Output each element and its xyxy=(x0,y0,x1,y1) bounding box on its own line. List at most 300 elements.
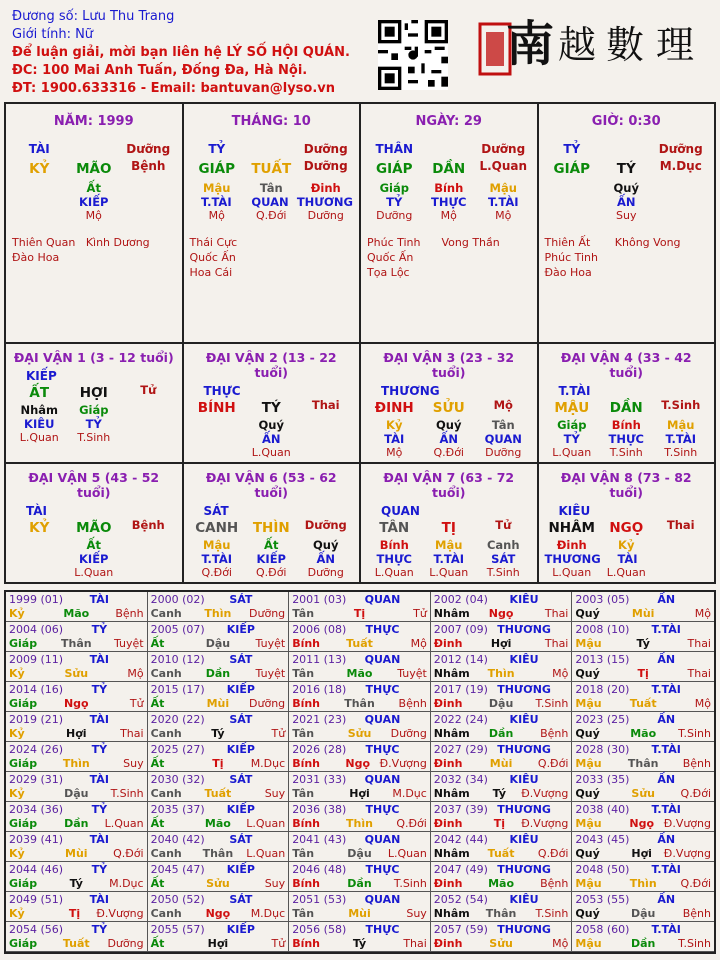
dai-van-stem-branch xyxy=(12,383,176,403)
year-cell[interactable] xyxy=(431,862,573,892)
year-stage: L.Quan xyxy=(387,846,427,860)
year-cell[interactable] xyxy=(431,712,573,742)
dv-hidden-stage xyxy=(121,566,176,580)
year-stem: Bính xyxy=(292,876,321,890)
year-cell[interactable] xyxy=(6,802,148,832)
dai-van-title: ĐẠI VẬN 6 (53 - 62 tuổi) xyxy=(205,470,337,500)
pillar-note: Phúc Tinh Vong Thần xyxy=(367,236,500,249)
year-stage: T.Sinh xyxy=(535,696,569,710)
pillar-branch: TUẤT xyxy=(251,161,292,177)
pillar-god-row xyxy=(12,139,176,159)
year-top xyxy=(434,593,569,607)
dv-hidden-god: SÁT xyxy=(491,552,516,566)
dv-hidden-stem xyxy=(654,538,709,552)
year-cell[interactable] xyxy=(572,772,714,802)
year-label: 2010 (12) xyxy=(150,653,205,666)
year-god: TỶ xyxy=(91,803,108,816)
year-cell[interactable] xyxy=(572,832,714,862)
year-god: ẤN xyxy=(657,773,676,786)
year-god: T.TÀI xyxy=(651,743,681,756)
year-cell[interactable] xyxy=(431,802,573,832)
dai-van-cell[interactable] xyxy=(361,464,539,582)
year-label: 2033 (35) xyxy=(575,773,630,786)
year-bottom xyxy=(9,667,144,681)
year-stem: Mậu xyxy=(575,696,602,710)
year-branch: Tý xyxy=(211,726,225,740)
pillar-cell xyxy=(184,104,362,342)
year-stage: Đ.Vượng xyxy=(521,786,569,800)
hidden-stem-2: Đinh xyxy=(310,181,341,195)
year-stem: Mậu xyxy=(575,816,602,830)
year-cell[interactable] xyxy=(572,622,714,652)
gender: Giới tính: Nữ xyxy=(12,27,94,42)
year-stage: Bệnh xyxy=(540,876,569,890)
dv-hidden-stage xyxy=(121,431,176,445)
dv-hidden-stem xyxy=(121,538,176,552)
year-stem: Tân xyxy=(292,906,315,920)
dai-van-branch: HỢI xyxy=(79,385,108,401)
dv-hidden-stem: Quý xyxy=(313,538,339,552)
pillar-note: Thái Cực xyxy=(189,236,238,249)
year-cell[interactable] xyxy=(6,832,148,862)
hidden-god-0 xyxy=(545,195,600,209)
year-stage: T.Sinh xyxy=(110,786,144,800)
dv-hidden-god: KIẾP xyxy=(256,552,286,566)
dai-van-cell[interactable] xyxy=(361,344,539,462)
hidden-god-2 xyxy=(654,195,709,209)
year-stem: Canh xyxy=(150,906,182,920)
pillar-hidden-gods xyxy=(545,195,709,209)
year-top xyxy=(434,683,569,697)
dv-hidden-stem: Ất xyxy=(264,538,279,552)
year-top xyxy=(292,743,427,757)
dai-van-cell[interactable] xyxy=(6,344,184,462)
year-stage: Q.Đới xyxy=(113,846,144,860)
year-top xyxy=(9,803,144,817)
dai-van-stem: NHÂM xyxy=(548,520,595,536)
year-branch: Hợi xyxy=(207,936,229,950)
year-bottom xyxy=(9,877,144,891)
year-god: TÀI xyxy=(89,833,109,846)
year-stage: Tử xyxy=(271,726,286,740)
year-god: KIẾP xyxy=(226,623,255,636)
year-cell[interactable] xyxy=(289,862,431,892)
year-bottom xyxy=(434,937,569,951)
dv-hidden-stem: Bính xyxy=(611,418,641,432)
year-cell[interactable] xyxy=(6,592,148,622)
year-stage: L.Quan xyxy=(246,846,286,860)
dv-hidden-god xyxy=(121,552,176,566)
year-label: 2001 (03) xyxy=(292,593,347,606)
pillar-god-2: Dưỡng xyxy=(303,142,348,156)
year-label: 2007 (09) xyxy=(433,623,488,636)
year-stage: L.Quan xyxy=(246,816,286,830)
year-bottom xyxy=(151,787,286,801)
year-god: TỶ xyxy=(91,623,108,636)
pillar-god-1 xyxy=(67,139,122,159)
year-top xyxy=(9,833,144,847)
year-branch: Mão xyxy=(488,876,515,890)
dv-hidden-stem: Mậu xyxy=(203,538,231,552)
year-cell[interactable] xyxy=(148,712,290,742)
year-bottom xyxy=(9,757,144,771)
dv-hidden-stem: Quý xyxy=(258,418,284,432)
year-cell[interactable] xyxy=(572,712,714,742)
year-stem: Bính xyxy=(292,636,321,650)
year-cell[interactable] xyxy=(431,772,573,802)
year-label: 2025 (27) xyxy=(150,743,205,756)
year-bottom xyxy=(151,907,286,921)
dv-hidden-god xyxy=(299,432,354,446)
pillar-hidden-stages xyxy=(367,209,531,223)
year-top xyxy=(151,593,286,607)
year-stem: Mậu xyxy=(575,876,602,890)
year-branch: Hợi xyxy=(349,786,370,800)
year-branch: Mùi xyxy=(348,906,371,920)
year-god: KIẾP xyxy=(226,683,255,696)
pillar-god-0: TỶ xyxy=(563,142,581,156)
hidden-god-1: ẤN xyxy=(616,195,636,209)
year-bottom xyxy=(292,907,427,921)
year-stage: Mộ xyxy=(127,666,144,680)
year-bottom xyxy=(151,607,286,621)
svg-text:理: 理 xyxy=(656,23,695,67)
year-top xyxy=(292,893,427,907)
dv-hidden-stage xyxy=(12,566,67,580)
dai-van-hidden-stages xyxy=(190,566,354,580)
year-god: T.TÀI xyxy=(651,683,681,696)
year-stem: Nhâm xyxy=(433,726,470,740)
year-stem: Ất xyxy=(150,756,165,770)
year-cell[interactable] xyxy=(6,862,148,892)
year-top xyxy=(575,803,711,817)
dai-van-god: T.TÀI xyxy=(558,384,591,398)
dai-van-cell[interactable] xyxy=(539,344,715,462)
year-label: 2022 (24) xyxy=(433,713,488,726)
year-bottom xyxy=(434,637,569,651)
year-cell[interactable] xyxy=(148,892,290,922)
svg-text:越: 越 xyxy=(558,23,597,67)
year-cell[interactable] xyxy=(289,712,431,742)
year-stage: Thai xyxy=(403,936,427,950)
hidden-stem-2 xyxy=(121,181,176,195)
year-cell[interactable] xyxy=(289,922,431,952)
dai-van-stem: BÍNH xyxy=(197,400,236,416)
year-cell[interactable] xyxy=(431,682,573,712)
year-cell[interactable] xyxy=(431,922,573,952)
year-stem: Mậu xyxy=(575,936,602,950)
year-bottom xyxy=(575,757,711,771)
year-cell[interactable] xyxy=(148,862,290,892)
pillar-note: Quốc Ấn xyxy=(189,251,236,264)
hidden-stage-1: Mộ xyxy=(85,209,102,222)
year-cell[interactable] xyxy=(6,742,148,772)
year-cell[interactable] xyxy=(289,832,431,862)
year-bottom xyxy=(575,847,711,861)
hidden-stem-2 xyxy=(654,181,709,195)
year-bottom xyxy=(151,697,286,711)
year-label: 2002 (04) xyxy=(433,593,488,606)
dai-van-hidden-stages xyxy=(545,566,709,580)
year-cell[interactable] xyxy=(431,592,573,622)
dv-hidden-god: KIẾP xyxy=(79,552,109,566)
year-cell[interactable] xyxy=(6,712,148,742)
year-bottom xyxy=(151,847,286,861)
year-cell[interactable] xyxy=(148,622,290,652)
year-label: 2046 (48) xyxy=(292,863,347,876)
year-label: 2034 (36) xyxy=(9,803,64,816)
year-cell[interactable] xyxy=(572,592,714,622)
year-cell[interactable] xyxy=(6,922,148,952)
year-cell[interactable] xyxy=(6,772,148,802)
year-bottom xyxy=(292,607,427,621)
dai-van-hidden-stages xyxy=(12,566,176,580)
year-cell[interactable] xyxy=(289,592,431,622)
year-branch: Dậu xyxy=(205,636,231,650)
year-stage: Thai xyxy=(544,606,569,620)
dv-hidden-stage: Q.Đới xyxy=(256,566,287,579)
dv-hidden-god: THỰC xyxy=(376,552,413,566)
hidden-stem-0: Mậu xyxy=(203,181,231,195)
year-god: TÀI xyxy=(89,653,109,666)
year-bottom xyxy=(575,907,711,921)
year-stem: Đinh xyxy=(433,636,463,650)
year-branch: Mùi xyxy=(65,846,88,860)
year-cell[interactable] xyxy=(289,622,431,652)
dai-van-cell[interactable] xyxy=(184,464,362,582)
year-stem: Quý xyxy=(575,846,600,860)
year-god: THỰC xyxy=(365,803,400,816)
year-top xyxy=(575,683,711,697)
person-name: Đương số: Lưu Thu Trang xyxy=(12,9,175,24)
year-stage: Đ.Vượng xyxy=(663,816,711,830)
year-top xyxy=(575,623,711,637)
year-bottom xyxy=(9,847,144,861)
year-cell[interactable] xyxy=(289,652,431,682)
year-label: 2047 (49) xyxy=(433,863,488,876)
year-stage: Dưỡng xyxy=(390,726,427,740)
year-cell[interactable] xyxy=(6,652,148,682)
year-stage: Bệnh xyxy=(115,606,144,620)
year-stage: Q.Đới xyxy=(537,846,569,860)
dai-van-cell[interactable] xyxy=(6,464,184,582)
dai-van-branch: TÝ xyxy=(261,400,281,416)
year-cell[interactable] xyxy=(572,742,714,772)
dai-van-stage: Thai xyxy=(311,398,340,412)
year-stem: Giáp xyxy=(9,876,38,890)
pillar-cell xyxy=(361,104,539,342)
year-stem: Giáp xyxy=(9,816,38,830)
year-cell[interactable] xyxy=(148,652,290,682)
year-cell[interactable] xyxy=(289,892,431,922)
year-label: 2017 (19) xyxy=(433,683,488,696)
pillars-grid xyxy=(4,102,716,584)
year-cell[interactable] xyxy=(6,682,148,712)
year-cell[interactable] xyxy=(148,682,290,712)
year-cell[interactable] xyxy=(6,622,148,652)
hidden-stem-2: Mậu xyxy=(489,181,517,195)
dai-van-god: QUAN xyxy=(381,504,420,518)
dai-van-hidden-stages xyxy=(367,446,531,460)
contact-line-3: ĐT: 1900.633316 - Email: bantuvan@lyso.vn xyxy=(12,81,336,96)
year-branch: Mão xyxy=(63,606,90,620)
year-label: 2053 (55) xyxy=(575,893,630,906)
dai-van-stage: Bệnh xyxy=(131,518,165,532)
contact-line-1: Để luận giải, mời bạn liên hệ LÝ SỐ HỘI QUÁN. xyxy=(12,45,350,60)
year-god: TỶ xyxy=(91,923,108,936)
year-top xyxy=(292,713,427,727)
dai-van-stem-branch xyxy=(545,518,709,538)
year-stem: Quý xyxy=(575,666,600,680)
dv-hidden-stem xyxy=(190,418,245,432)
year-top xyxy=(292,623,427,637)
year-top xyxy=(434,713,569,727)
dai-van-stem: CANH xyxy=(195,520,239,536)
dai-van-hidden-stems xyxy=(12,403,176,417)
dai-van-branch: SỬU xyxy=(432,400,465,416)
year-cell[interactable] xyxy=(6,892,148,922)
year-god: TÀI xyxy=(89,773,109,786)
year-cell[interactable] xyxy=(431,742,573,772)
year-label: 2051 (53) xyxy=(292,893,347,906)
year-stem: Tân xyxy=(292,726,315,740)
dv-hidden-stem: Mậu xyxy=(667,418,695,432)
dv-hidden-stem xyxy=(299,418,354,432)
year-branch: Mão xyxy=(204,816,231,830)
year-top xyxy=(434,653,569,667)
year-cell[interactable] xyxy=(431,622,573,652)
year-top xyxy=(575,863,711,877)
year-cell[interactable] xyxy=(431,892,573,922)
pillar-god-0: THÂN xyxy=(375,142,414,156)
dai-van-cell[interactable] xyxy=(539,464,715,582)
year-stage: Thai xyxy=(687,666,711,680)
year-branch: Ngọ xyxy=(205,906,231,920)
year-stage: Q.Đới xyxy=(680,876,711,890)
year-top xyxy=(292,593,427,607)
year-branch: Sửu xyxy=(64,666,89,680)
dai-van-hidden-gods xyxy=(545,432,709,446)
dv-hidden-stem: Quý xyxy=(436,418,462,432)
year-label: 2006 (08) xyxy=(292,623,347,636)
year-god: KIẾP xyxy=(226,863,255,876)
pillar-god-row xyxy=(190,139,354,159)
year-cell[interactable] xyxy=(148,802,290,832)
year-god: KIÊU xyxy=(509,713,539,726)
year-cell[interactable] xyxy=(148,742,290,772)
year-label: 2018 (20) xyxy=(575,683,630,696)
year-bottom xyxy=(292,667,427,681)
dv-hidden-stem: Tân xyxy=(491,418,515,432)
year-stage: Q.Đới xyxy=(537,756,569,770)
year-cell[interactable] xyxy=(148,922,290,952)
year-bottom xyxy=(575,787,711,801)
year-cell[interactable] xyxy=(289,772,431,802)
year-stem: Bính xyxy=(292,816,321,830)
year-branch: Dần xyxy=(347,876,372,890)
year-cell[interactable] xyxy=(148,772,290,802)
year-cell[interactable] xyxy=(431,652,573,682)
year-cell[interactable] xyxy=(148,832,290,862)
dai-van-stem-branch xyxy=(190,398,354,418)
year-cell[interactable] xyxy=(572,892,714,922)
pillar-god-2: Dưỡng xyxy=(658,142,703,156)
year-god: THỰC xyxy=(365,683,400,696)
dai-van-stage: Tử xyxy=(140,383,157,397)
year-stem: Đinh xyxy=(433,756,463,770)
year-stem: Quý xyxy=(575,786,600,800)
year-bottom xyxy=(9,907,144,921)
year-stage: Dưỡng xyxy=(249,606,286,620)
year-cell[interactable] xyxy=(572,862,714,892)
pillar-note: Tọa Lộc xyxy=(367,266,410,279)
dv-hidden-stage: L.Quan xyxy=(251,446,291,459)
year-stage: Đ.Vượng xyxy=(379,756,427,770)
year-stage: Bệnh xyxy=(682,906,711,920)
year-god: QUAN xyxy=(364,713,401,726)
year-bottom xyxy=(434,817,569,831)
year-god: QUAN xyxy=(364,893,401,906)
year-branch: Sửu xyxy=(489,936,513,950)
year-bottom xyxy=(9,607,144,621)
year-stage: Dưỡng xyxy=(107,936,144,950)
year-cell[interactable] xyxy=(289,742,431,772)
year-cell[interactable] xyxy=(572,802,714,832)
pillar-stem-branch xyxy=(190,159,354,179)
pillar-hidden-gods xyxy=(12,195,176,209)
pillar-god-0: TỶ xyxy=(208,142,226,156)
dai-van-hidden-gods xyxy=(367,552,531,566)
dai-van-branch: MÃO xyxy=(76,520,112,536)
year-label: 2048 (50) xyxy=(575,863,630,876)
dv-hidden-stem xyxy=(121,403,176,417)
year-label: 2024 (26) xyxy=(9,743,64,756)
year-stage: Suy xyxy=(264,876,286,890)
year-cell[interactable] xyxy=(148,592,290,622)
dv-hidden-god: T.TÀI xyxy=(665,432,697,446)
year-god: ẤN xyxy=(657,833,676,846)
year-branch: Dậu xyxy=(488,696,514,710)
year-stem: Kỷ xyxy=(9,906,25,920)
hidden-stage-0 xyxy=(545,209,600,223)
hidden-stem-0 xyxy=(545,181,600,195)
year-stage: Đ.Vượng xyxy=(96,906,144,920)
year-cell[interactable] xyxy=(572,682,714,712)
year-stage: Mộ xyxy=(552,666,569,680)
dv-hidden-god: ẤN xyxy=(439,432,459,446)
year-bottom xyxy=(292,877,427,891)
year-god: THƯƠNG xyxy=(497,863,551,876)
year-god: SÁT xyxy=(229,593,253,606)
dai-van-hidden-stages xyxy=(545,446,709,460)
year-top xyxy=(292,653,427,667)
year-cell[interactable] xyxy=(289,802,431,832)
dv-hidden-god xyxy=(654,552,708,566)
dai-van-cell[interactable] xyxy=(184,344,362,462)
year-cell[interactable] xyxy=(431,832,573,862)
dai-van-stage: T.Sinh xyxy=(661,398,701,412)
year-cell[interactable] xyxy=(572,652,714,682)
year-stage: Mộ xyxy=(694,696,711,710)
year-bottom xyxy=(434,607,569,621)
dv-hidden-stem: Giáp xyxy=(79,403,109,417)
year-label: 2019 (21) xyxy=(9,713,64,726)
year-cell[interactable] xyxy=(572,922,714,952)
year-branch: Mão xyxy=(630,726,657,740)
year-god: THƯƠNG xyxy=(497,803,551,816)
year-cell[interactable] xyxy=(289,682,431,712)
dv-hidden-god: TÀI xyxy=(384,432,405,446)
